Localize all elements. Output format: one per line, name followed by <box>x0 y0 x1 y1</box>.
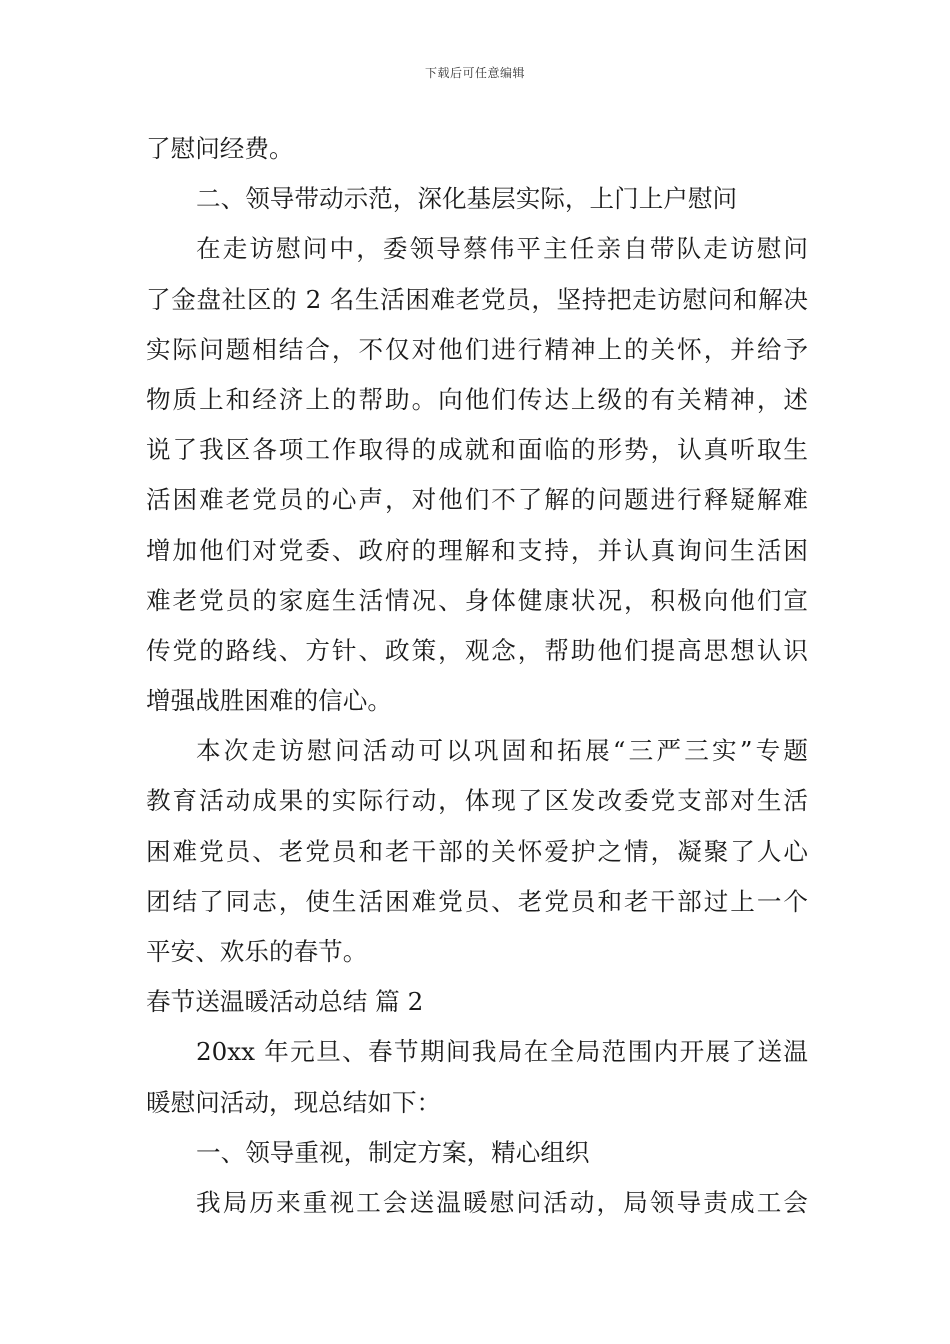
text-line: 实际问题相结合，不仅对他们进行精神上的关怀，并给予 <box>146 334 808 364</box>
text-line: 春节送温暖活动总结 篇 2 <box>146 987 424 1017</box>
text-line: 教育活动成果的实际行动，体现了区发改委党支部对生活 <box>146 786 808 816</box>
text-line: 物质上和经济上的帮助。向他们传达上级的有关精神，述 <box>146 384 808 414</box>
text-line: 在走访慰问中，委领导蔡伟平主任亲自带队走访慰问 <box>196 234 808 264</box>
document-body <box>146 124 808 1228</box>
text-line: 说了我区各项工作取得的成就和面临的形势，认真听取生 <box>146 435 808 465</box>
text-line: 暖慰问活动，现总结如下： <box>146 1087 442 1117</box>
text-line: 一、领导重视，制定方案，精心组织 <box>196 1137 590 1167</box>
text-line: 传党的路线、方针、政策，观念，帮助他们提高思想认识 <box>146 635 808 665</box>
page-header: 下载后可任意编辑 <box>424 66 525 80</box>
text-line: 了慰问经费。 <box>146 134 294 163</box>
text-line: 增强战胜困难的信心。 <box>146 686 392 716</box>
text-line: 难老党员的家庭生活情况、身体健康状况，积极向他们宣 <box>146 585 808 615</box>
text-line: 20xx 年元旦、春节期间我局在全局范围内开展了送温 <box>196 1037 808 1067</box>
text-line: 平安、欢乐的春节。 <box>146 937 368 966</box>
text-line: 二、领导带动示范，深化基层实际，上门上户慰问 <box>196 184 738 214</box>
text-line: 活困难老党员的心声，对他们不了解的问题进行释疑解难 <box>146 485 808 515</box>
text-line: 困难党员、老党员和老干部的关怀爱护之情，凝聚了人心 <box>146 836 808 866</box>
text-line: 增加他们对党委、政府的理解和支持，并认真询问生活困 <box>146 535 808 565</box>
text-line: 团结了同志，使生活困难党员、老党员和老干部过上一个 <box>146 886 808 916</box>
text-line: 本次走访慰问活动可以巩固和拓展“三严三实”专题 <box>196 736 808 766</box>
text-line: 我局历来重视工会送温暖慰问活动，局领导责成工会 <box>196 1187 808 1217</box>
text-line: 了金盘社区的 2 名生活困难老党员，坚持把走访慰问和解决 <box>146 284 808 314</box>
